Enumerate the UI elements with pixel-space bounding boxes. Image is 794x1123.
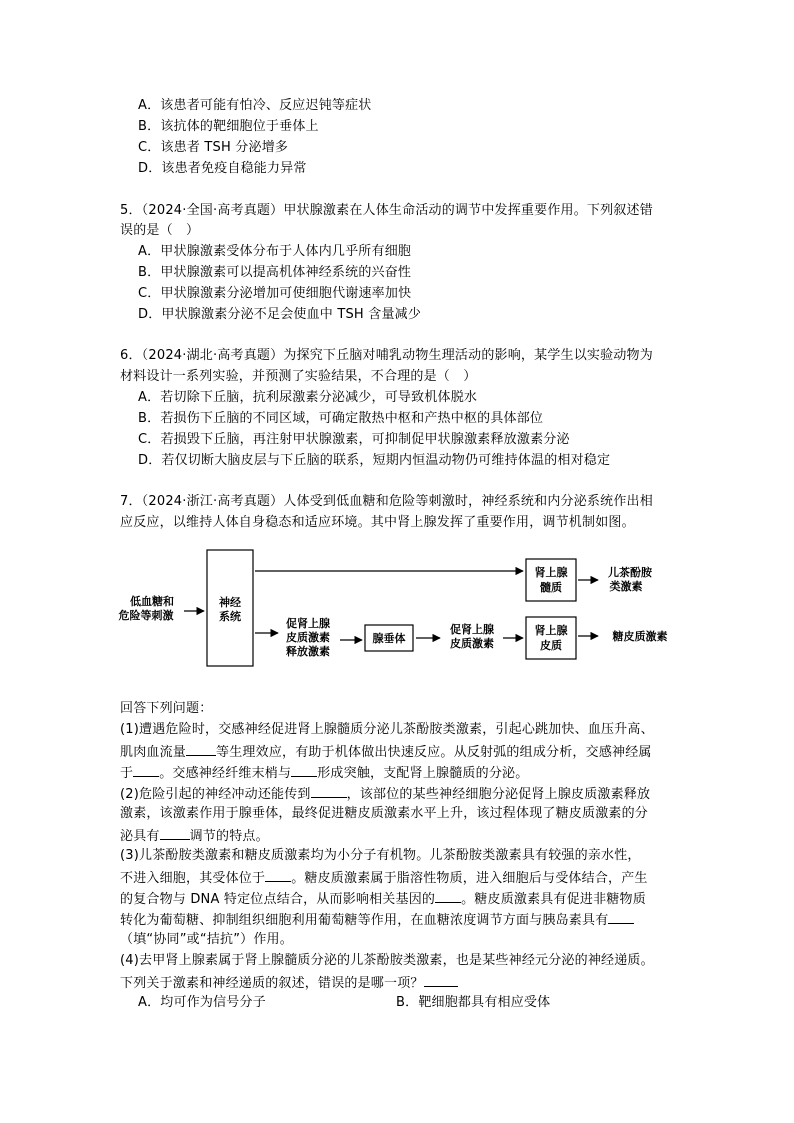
- sub3-line3: 的复合物与 DNA 特定位点结合，从而影响相关基因的 。糖皮质激素具有促进非糖物质: [120, 888, 646, 910]
- sub3-line5: （填“协同”或“拮抗”）作用。: [120, 932, 293, 947]
- q6-stem-line2: 材料设计一系列实验，并预测了实验结果，不合理的是（ ）: [120, 369, 477, 384]
- blank-9[interactable]: [424, 972, 458, 987]
- q6-option-a: A．若切除下丘脑，抗利尿激素分泌减少，可导致机体脱水: [138, 390, 478, 405]
- crh-label-1: 促肾上腺: [286, 617, 330, 630]
- q6-stem-line1: 6．（2024·湖北·高考真题）为探究下丘脑对哺乳动物生理活动的影响，某学生以实验动物为: [120, 348, 653, 363]
- catechol-label-1: 儿茶酚胺: [608, 566, 652, 579]
- crh-label-3: 释放激素: [286, 645, 330, 658]
- sub2-line3: 泌具有 调节的特点。: [120, 825, 269, 847]
- blank-6[interactable]: [265, 867, 291, 882]
- stimulus-label-2: 危险等刺激: [118, 609, 174, 622]
- pituitary-label: 腺垂体: [372, 632, 406, 645]
- q4-option-d: D．该患者免疫自稳能力异常: [138, 161, 307, 176]
- stimulus-label-1: 低血糖和: [130, 595, 174, 608]
- sub1-line1: (1)遭遇危险时，交感神经促进肾上腺髓质分泌儿茶酚胺类激素，引起心跳加快、血压升高、: [120, 722, 654, 737]
- sub3-line2: 不进入细胞，其受体位于 。糖皮质激素属于脂溶性物质，进入细胞后与受体结合，产生: [120, 867, 648, 889]
- q5-option-b: B．甲状腺激素可以提高机体神经系统的兴奋性: [138, 265, 412, 280]
- sub1-line3: 于 。交感神经纤维末梢与 形成突触，支配肾上腺髓质的分泌。: [120, 762, 528, 784]
- q4-option-c: C．该患者 TSH 分泌增多: [138, 140, 289, 155]
- sub2-line1: (2)危险引起的神经冲动还能传到 ，该部位的某些神经细胞分泌促肾上腺皮质激素释放: [120, 783, 650, 805]
- q7-stem-line2: 应反应，以维持人体自身稳态和适应环境。其中肾上腺发挥了重要作用，调节机制如图。: [120, 515, 635, 530]
- blank-1[interactable]: [186, 741, 216, 756]
- blank-2[interactable]: [133, 762, 159, 777]
- q5-option-c: C．甲状腺激素分泌增加可使细胞代谢速率加快: [138, 286, 412, 301]
- blank-3[interactable]: [291, 762, 317, 777]
- nervous-label-1: 神经: [219, 596, 241, 609]
- sub2-line2: 激素，该激素作用于腺垂体，最终促进糖皮质激素水平上升，该过程体现了糖皮质激素的分: [120, 806, 649, 821]
- regulation-diagram: [110, 545, 690, 675]
- blank-7[interactable]: [435, 888, 461, 903]
- sub3-line4: 转化为葡萄糖、抑制组织细胞利用葡萄糖等作用，在血糖浓度调节方面与胰岛素具有: [120, 909, 634, 931]
- sub4-option-b: B．靶细胞都具有相应受体: [396, 995, 551, 1010]
- q5-option-d: D．甲状腺激素分泌不足会使血中 TSH 含量减少: [138, 307, 422, 322]
- q7-stem-line1: 7．（2024·浙江·高考真题）人体受到低血糖和危险等刺激时，神经系统和内分泌系统作出相: [120, 494, 653, 509]
- acth-label-1: 促肾上腺: [450, 623, 494, 636]
- sub3-line1: (3)儿茶酚胺类激素和糖皮质激素均为小分子有机物。儿茶酚胺类激素具有较强的亲水性，: [120, 848, 641, 863]
- sub1-line2: 肌肉血流量 等生理效应，有助于机体做出快速反应。从反射弧的组成分析，交感神经属: [120, 741, 652, 763]
- blank-4[interactable]: [311, 783, 347, 798]
- crh-label-2: 皮质激素: [286, 631, 330, 644]
- blank-5[interactable]: [160, 825, 190, 840]
- q4-option-b: B．该抗体的靶细胞位于垂体上: [138, 119, 319, 134]
- q5-stem-line2: 误的是（ ）: [120, 223, 200, 238]
- blank-8[interactable]: [608, 909, 634, 924]
- sub4-line1: (4)去甲肾上腺素属于肾上腺髓质分泌的儿茶酚胺类激素，也是某些神经元分泌的神经递质。: [120, 953, 654, 968]
- q6-option-d: D．若仅切断大脑皮层与下丘脑的联系，短期内恒温动物仍可维持体温的相对稳定: [138, 453, 611, 468]
- acth-label-2: 皮质激素: [450, 637, 494, 650]
- nervous-label-2: 系统: [219, 610, 241, 623]
- q4-option-a: A．该患者可能有怕冷、反应迟钝等症状: [138, 98, 372, 113]
- q5-stem-line1: 5．（2024·全国·高考真题）甲状腺激素在人体生命活动的调节中发挥重要作用。下列叙述错: [120, 203, 653, 218]
- q6-option-b: B．若损伤下丘脑的不同区域，可确定散热中枢和产热中枢的具体部位: [138, 411, 544, 426]
- catechol-label-2: 类激素: [609, 580, 643, 593]
- q6-option-c: C．若损毁下丘脑，再注射甲状腺激素，可抑制促甲状腺激素释放激素分泌: [138, 432, 570, 447]
- medulla-label-2: 髓质: [540, 581, 562, 594]
- sub4-line2: 下列关于激素和神经递质的叙述，错误的是哪一项？: [120, 972, 458, 994]
- medulla-label-1: 肾上腺: [534, 566, 568, 579]
- cortex-label-2: 皮质: [540, 639, 562, 652]
- glucocorticoid-label: 糖皮质激素: [612, 630, 668, 643]
- answer-intro: 回答下列问题：: [120, 701, 213, 716]
- q5-option-a: A．甲状腺激素受体分布于人体内几乎所有细胞: [138, 244, 412, 259]
- cortex-label-1: 肾上腺: [534, 624, 568, 637]
- sub4-option-a: A．均可作为信号分子: [138, 995, 266, 1010]
